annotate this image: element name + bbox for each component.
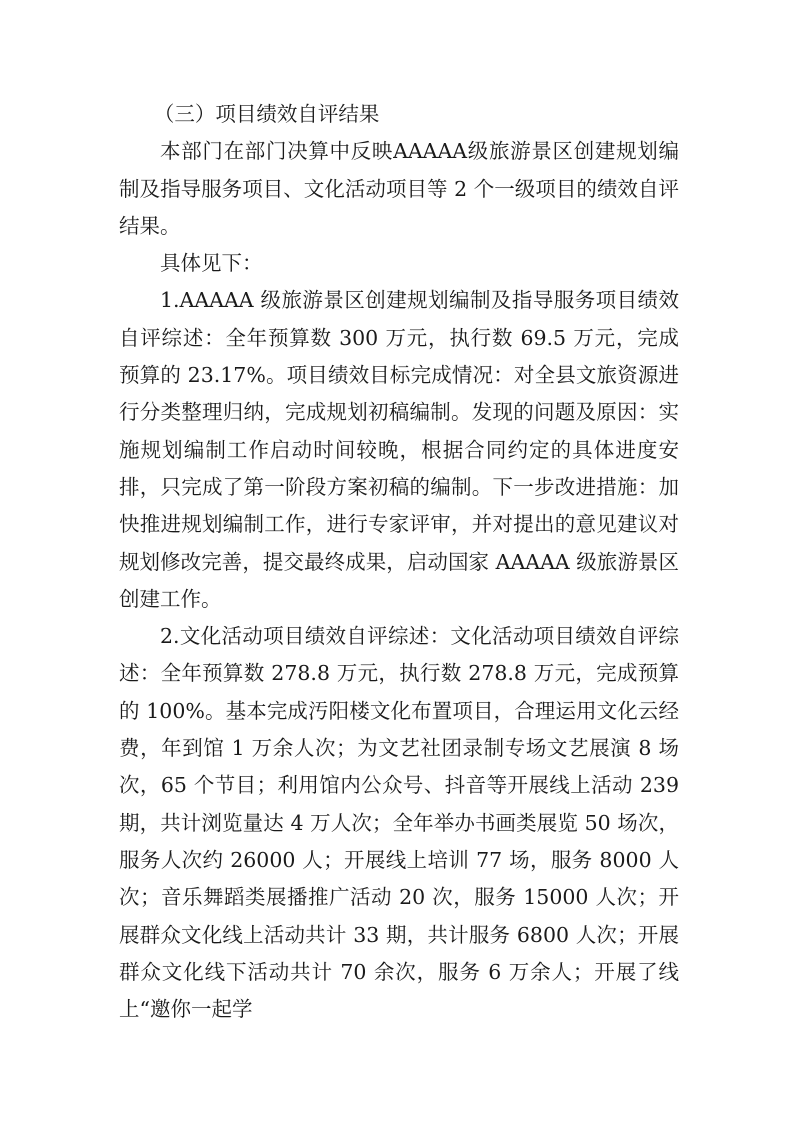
paragraph-summary: 本部门在部门决算中反映AAAAA级旅游景区创建规划编制及指导服务项目、文化活动项目等 2 个一级项目的绩效自评结果。: [119, 139, 679, 238]
paragraph-project-2: 2.文化活动项目绩效自评综述：文化活动项目绩效自评综述：全年预算数 278.8 万元，执行数 278.8 万元，完成预算的 100%。基本完成汚阳楼文化布置项目，合理运用文化云经费，年到馆 1 万余人次；为文艺社团录制专场文艺展演 8 场次，65 个节目；利用馆内公众号、抖音等开展线上活动 239 期，共计浏览量达 4 万人次；全年举办书画类展览 50 场次，服务人次约 26000 人；开展线上培训 77 场，服务 8000 人次；音乐舞蹈类展播推广活动 20 次，服务 15000 人次；开展群众文化线上活动共计 33 期，共计服务 6800 人次；开展群众文化线下活动共计 70 余次，服务 6 万余人；开展了线上“邀你一起学: [119, 624, 679, 1022]
paragraph-details-intro: 具体见下：: [160, 251, 263, 276]
section-heading: （三）项目绩效自评结果: [153, 102, 380, 126]
paragraph-project-1: 1.AAAAA 级旅游景区创建规划编制及指导服务项目绩效自评综述：全年预算数 300 万元，执行数 69.5 万元，完成预算的 23.17%。项目绩效目标完成情况：对全县文旅资源进行分类整理归纳，完成规划初稿编制。发现的问题及原因：实施规划编制工作启动时间较晚，根据合同约定的具体进度安排，只完成了第一阶段方案初稿的编制。下一步改进措施：加快推进规划编制工作，进行专家评审，并对提出的意见建议对规划修改完善，提交最终成果，启动国家 AAAAA 级旅游景区创建工作。: [119, 288, 679, 611]
document-body: [119, 96, 679, 1028]
